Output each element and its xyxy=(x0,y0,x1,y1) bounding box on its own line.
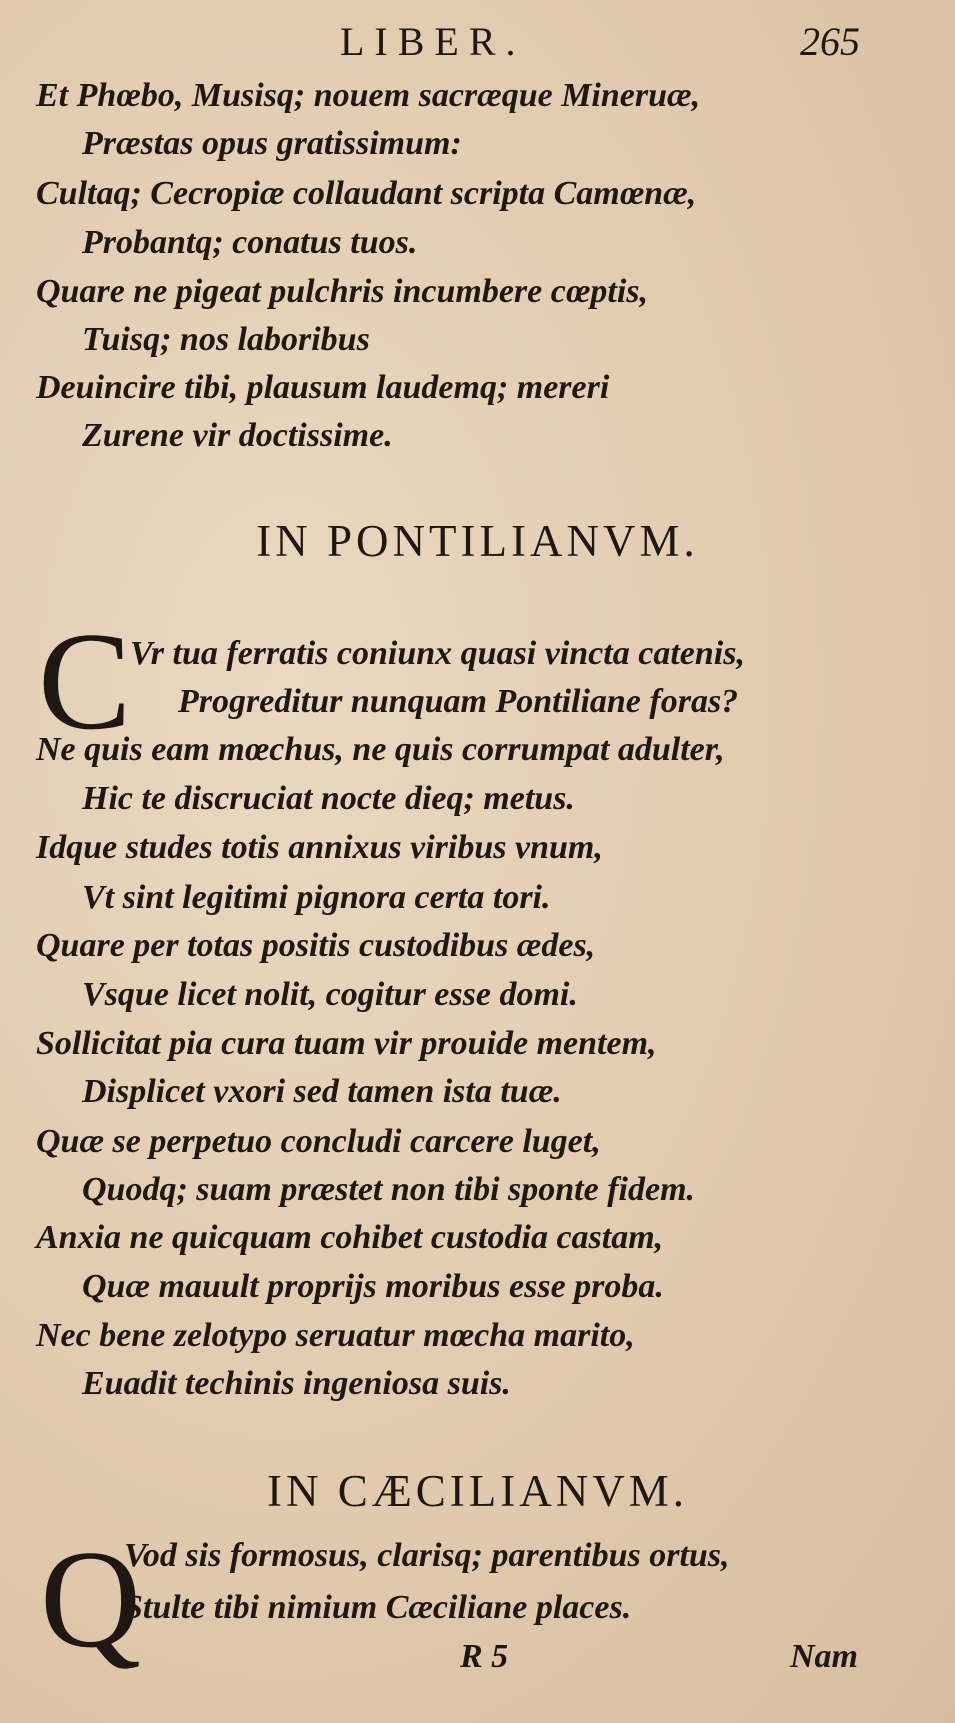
drop-cap: C xyxy=(38,604,132,759)
verse-line: Et Phœbo, Musisq; nouem sacræque Mineruæ, xyxy=(36,77,701,114)
verse-line: Vsque licet nolit, cogitur esse domi. xyxy=(82,976,578,1013)
verse-line: Quæ mauult proprijs moribus esse proba. xyxy=(82,1268,664,1305)
running-title: LIBER. xyxy=(340,19,526,64)
catchword: Nam xyxy=(790,1638,858,1675)
verse-line: Stulte tibi nimium Cæciliane places. xyxy=(124,1589,632,1626)
verse-line: Quodq; suam præstet non tibi sponte fidem. xyxy=(82,1171,696,1208)
verse-line: Nec bene zelotypo seruatur mœcha marito, xyxy=(36,1317,635,1354)
verse-line: Displicet vxori sed tamen ista tuæ. xyxy=(82,1073,562,1110)
verse-line: Ne quis eam mœchus, ne quis corrumpat adulter, xyxy=(36,731,725,768)
verse-line: Quæ se perpetuo concludi carcere luget, xyxy=(36,1123,601,1160)
verse-line: Hic te discruciat nocte dieq; metus. xyxy=(82,780,575,817)
verse-line: Progreditur nunquam Pontiliane foras? xyxy=(178,683,739,720)
verse-line: Sollicitat pia cura tuam vir prouide mentem, xyxy=(36,1025,657,1062)
verse-line: Vod sis formosus, clarisq; parentibus ortus, xyxy=(124,1537,730,1574)
verse-line: Deuincire tibi, plausum laudemq; mereri xyxy=(36,369,610,406)
verse-line: Tuisq; nos laboribus xyxy=(82,321,370,358)
verse-line: Cultaq; Cecropiæ collaudant scripta Camœnæ, xyxy=(36,175,697,212)
verse-line: Quare per totas positis custodibus ædes, xyxy=(36,927,596,964)
verse-line: Vr tua ferratis coniunx quasi vincta catenis, xyxy=(130,635,745,672)
verse-line: Euadit techinis ingeniosa suis. xyxy=(82,1365,511,1402)
verse-line: Vt sint legitimi pignora certa tori. xyxy=(82,879,551,916)
drop-cap: Q xyxy=(40,1522,142,1677)
verse-line: Zurene vir doctissime. xyxy=(82,417,393,454)
page-header xyxy=(0,10,955,70)
verse-line: Probantq; conatus tuos. xyxy=(82,224,418,261)
page-number: 265 xyxy=(800,19,860,64)
verse-line: Anxia ne quicquam cohibet custodia castam, xyxy=(36,1219,664,1256)
verse-line: Quare ne pigeat pulchris incumbere cœptis, xyxy=(36,273,649,310)
signature-mark: R 5 xyxy=(460,1638,509,1675)
poem-heading-pontilianum: IN PONTILIANVM. xyxy=(256,516,699,566)
poem-heading-caecilianum: IN CÆCILIANVM. xyxy=(267,1466,688,1516)
page-footer xyxy=(0,1638,955,1698)
verse-line: Præstas opus gratissimum: xyxy=(82,125,462,162)
verse-line: Idque studes totis annixus viribus vnum, xyxy=(36,829,603,866)
